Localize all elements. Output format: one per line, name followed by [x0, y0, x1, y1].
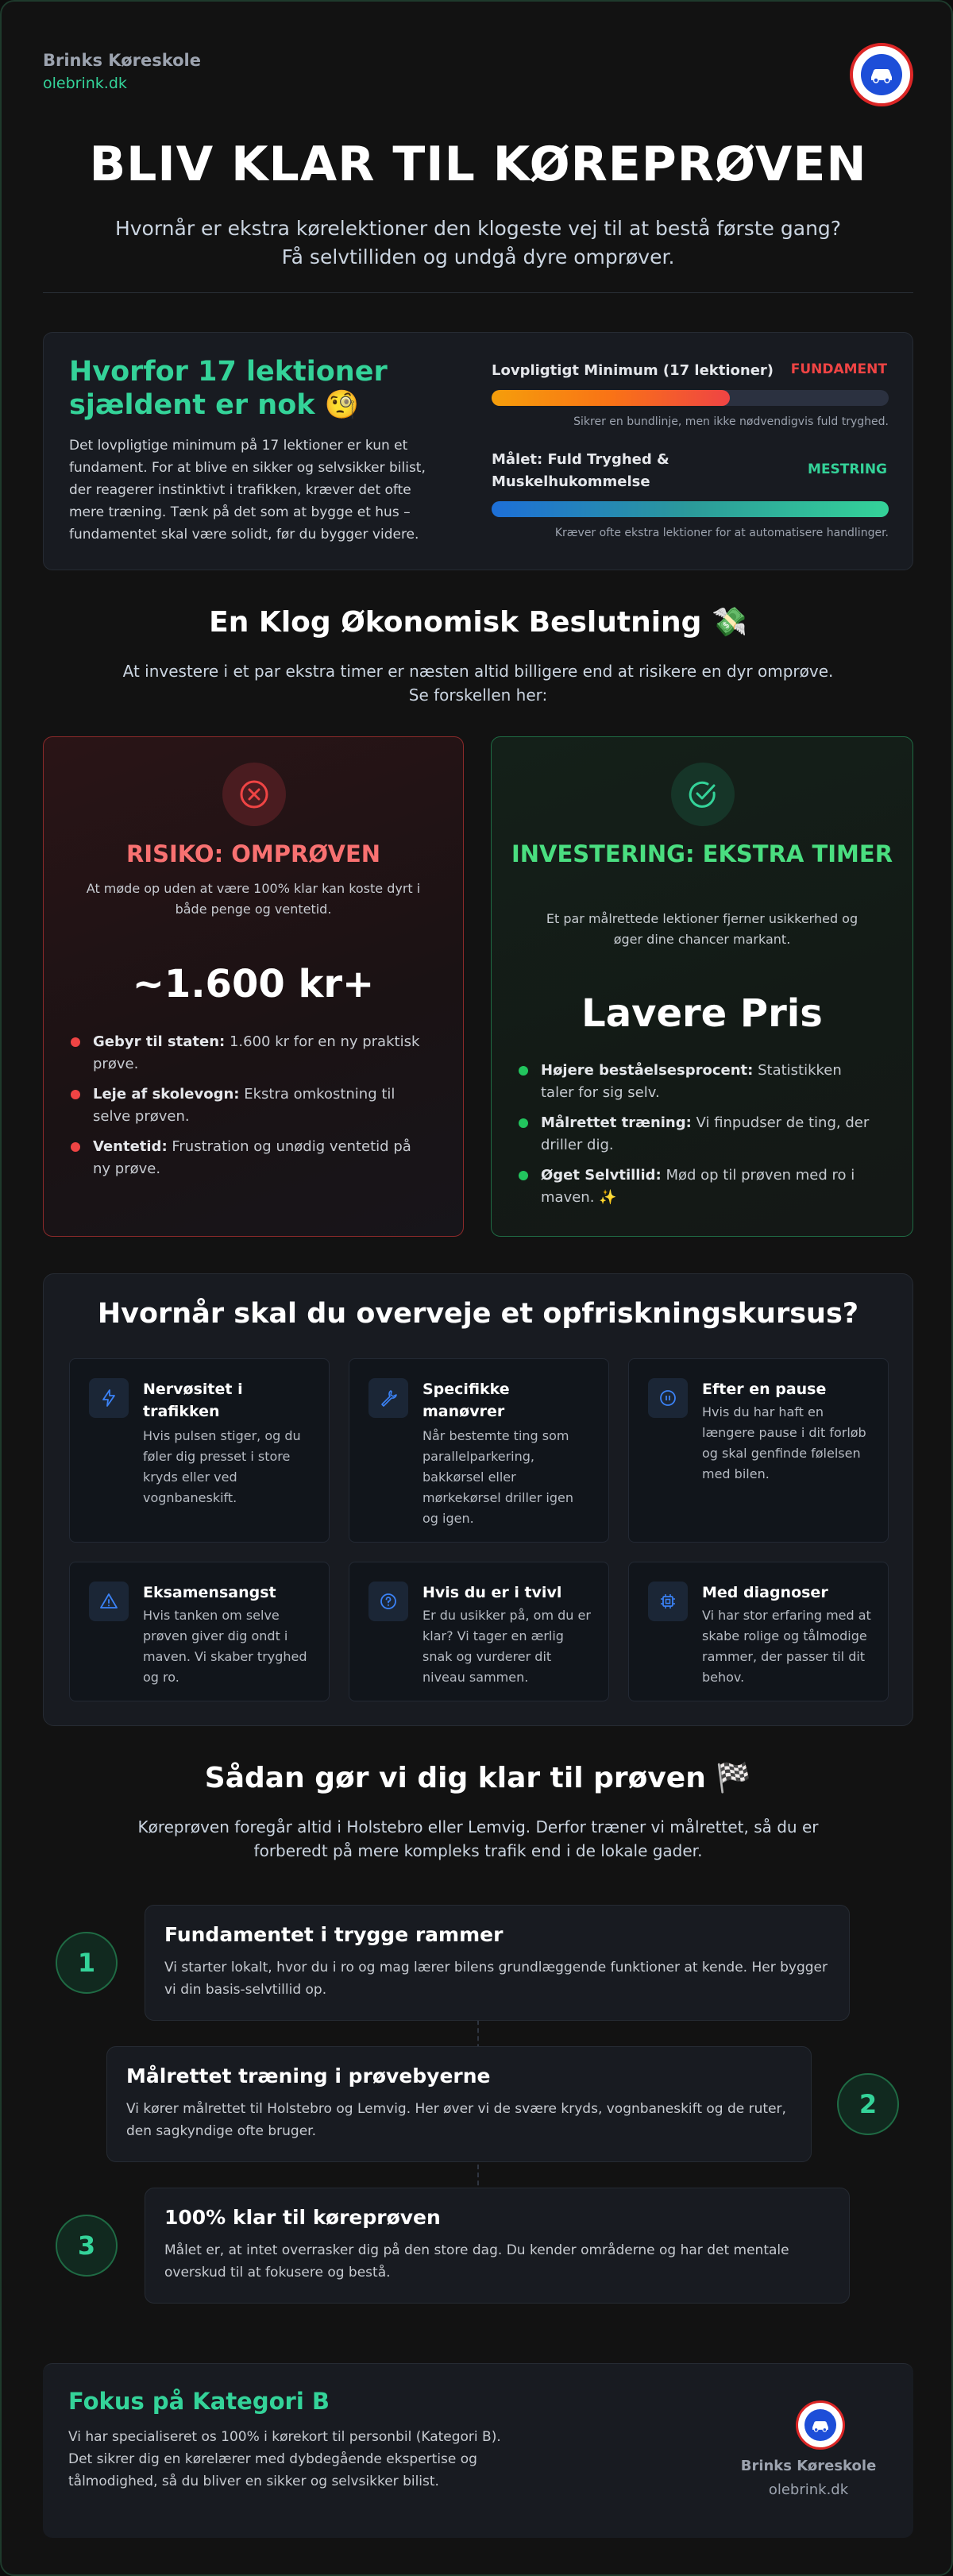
step-title: Fundamentet i trygge rammer: [164, 1923, 504, 1946]
invest-title: INVESTERING: EKSTRA TIMER: [511, 840, 893, 867]
econ-subtitle: [2, 659, 953, 707]
question-icon: [368, 1582, 408, 1621]
bar-label-goal: Målet: Fuld Tryghed & Muskelhukommelse: [492, 451, 669, 490]
school-logo: [850, 43, 913, 106]
prep-title: Sådan gør vi dig klar til prøven 🏁: [204, 1762, 752, 1794]
bar-note-goal: Kræver ofte ekstra lektioner for at automatisere handlinger.: [554, 527, 889, 539]
tile-text: Hvis tanken om selve prøven giver dig ondt i maven. Vi skaber tryghed og ro.: [143, 1608, 307, 1685]
list-item: Gebyr til staten: 1.600 kr for en ny praktisk prøve.: [71, 1031, 423, 1076]
invest-list: [519, 1060, 873, 1217]
car-icon: [810, 2419, 831, 2432]
why-text: Det lovpligtige minimum på 17 lektioner er kun et fundament. For at blive en sikker og selvsikker bilist, der reagerer instinktivt i trafikken, kræver det ofte mere træning. Tænk på det som at bygge et hus – fundamentet skal være solidt, før du bygger videre.: [69, 438, 426, 543]
when-title: Hvornår skal du overveje et opfriskningskursus?: [97, 1298, 859, 1330]
prep-subtitle-line-1: Køreprøven foregår altid i Holstebro eller Lemvig. Derfor træner vi målrettet, så du er: [137, 1817, 819, 1836]
lightning-icon: [89, 1378, 129, 1418]
wrench-icon: [368, 1378, 408, 1418]
tile-title: Specifikke manøvrer: [422, 1381, 510, 1420]
tile-text: Vi har stor erfaring med at skabe rolige og tålmodige rammer, der passer til dit behov.: [702, 1608, 871, 1685]
invest-description: Et par målrettede lektioner fjerner usikkerhed og øger dine chancer markant.: [546, 911, 858, 947]
hero-subtitle: [2, 214, 953, 272]
step-card-2: [106, 2046, 812, 2162]
tile-nervousness: [69, 1358, 330, 1543]
check-circle-icon: [671, 763, 735, 826]
bar-tag-minimum: FUNDAMENT: [790, 361, 887, 377]
list-item: Højere beståelsesprocent: Statistikken taler for sig selv.: [519, 1060, 873, 1104]
risk-title: RISIKO: OMPRØVEN: [125, 840, 381, 867]
footer-logo: [796, 2400, 845, 2450]
why-title: Hvorfor 17 lektioner sjældent er nok 🧐: [69, 356, 388, 421]
list-item: Øget Selvtillid: Mød op til prøven med ro i maven. ✨: [519, 1164, 873, 1209]
bar-goal: [492, 501, 889, 517]
bar-minimum: [492, 390, 889, 406]
hero-subtitle-line-1: Hvornår er ekstra kørelektioner den klogeste vej til at bestå første gang?: [114, 217, 842, 240]
step-number: 3: [56, 2215, 118, 2277]
footer-url-link[interactable]: olebrink.dk: [768, 2481, 849, 2498]
step-text: Vi starter lokalt, hvor du i ro og mag lærer bilens grundlæggende funktioner at kende. Her bygger vi din basis-selvtillid op.: [164, 1960, 828, 1998]
step-number: 2: [837, 2073, 899, 2135]
list-item: Målrettet træning: Vi finpudser de ting, der driller dig.: [519, 1112, 873, 1157]
tile-title: Hvis du er i tvivl: [422, 1584, 562, 1601]
risk-card: [43, 736, 464, 1237]
why-card: [43, 332, 913, 570]
hero-subtitle-line-2: Få selvtilliden og undgå dyre omprøver.: [281, 245, 675, 268]
risk-description: At møde op uden at være 100% klar kan koste dyrt i både penge og ventetid.: [86, 881, 421, 917]
tile-maneuvers: [349, 1358, 609, 1543]
step-text: Målet er, at intet overrasker dig på den store dag. Du kender områderne og har det mentale overskud til at fokusere og bestå.: [164, 2242, 789, 2281]
prep-subtitle: [2, 1815, 953, 1863]
header-brand: [43, 51, 201, 92]
tile-in-doubt: [349, 1562, 609, 1701]
econ-subtitle-line-2: Se forskellen her:: [408, 686, 548, 705]
tile-exam-anxiety: [69, 1562, 330, 1701]
footer-title: Fokus på Kategori B: [68, 2388, 330, 2415]
list-item: Ventetid: Frustration og unødig ventetid på ny prøve.: [71, 1136, 423, 1180]
list-item: Leje af skolevogn: Ekstra omkostning til selve prøven.: [71, 1083, 423, 1128]
close-circle-icon: [222, 763, 286, 826]
warning-icon: [89, 1582, 129, 1621]
footer-brand: Brinks Køreskole: [740, 2458, 877, 2474]
tile-text: Hvis pulsen stiger, og du føler dig presset i store kryds eller ved vognbaneskift.: [143, 1428, 301, 1505]
footer-card: [43, 2363, 913, 2538]
tile-title: Eksamensangst: [143, 1584, 276, 1601]
car-icon: [868, 66, 895, 83]
step-number: 1: [56, 1932, 118, 1994]
hero-title: BLIV KLAR TIL KØREPRØVEN: [89, 137, 867, 192]
step-title: 100% klar til køreprøven: [164, 2206, 441, 2229]
invest-card: [491, 736, 913, 1237]
step-text: Vi kører målrettet til Holstebro og Lemvig. Her øver vi de svære kryds, vognbaneskift og de ruter, den sagkyndige ofte bruger.: [126, 2101, 786, 2139]
tile-title: Efter en pause: [702, 1381, 827, 1398]
risk-list: [71, 1031, 423, 1188]
tile-title: Med diagnoser: [702, 1584, 828, 1601]
risk-price: ~1.600 kr+: [132, 962, 375, 1006]
brand-url-link[interactable]: olebrink.dk: [43, 75, 127, 92]
step-title: Målrettet træning i prøvebyerne: [126, 2064, 491, 2087]
divider: [43, 292, 913, 293]
brand-name: Brinks Køreskole: [43, 51, 201, 70]
footer-text-1: Vi har specialiseret os 100% i kørekort til personbil (Kategori B).: [68, 2429, 501, 2445]
step-card-1: [145, 1905, 850, 2021]
footer-text-2: Det sikrer dig en kørelærer med dybdegående ekspertise og tålmodighed, så du bliver en sikker og selvsikker bilist.: [68, 2451, 477, 2489]
step-card-3: [145, 2188, 850, 2304]
invest-price: Lavere Pris: [581, 991, 823, 1036]
chip-icon: [648, 1582, 688, 1621]
tile-text: Er du usikker på, om du er klar? Vi tager en ærlig snak og vurderer dit niveau sammen.: [422, 1608, 591, 1685]
tile-text: Hvis du har haft en længere pause i dit forløb og skal genfinde følelsen med bilen.: [702, 1404, 866, 1481]
pause-icon: [648, 1378, 688, 1418]
econ-title: En Klog Økonomisk Beslutning 💸: [209, 606, 747, 639]
tile-pause: [628, 1358, 889, 1543]
bar-label-minimum: Lovpligtigt Minimum (17 lektioner): [492, 362, 774, 379]
when-section: [43, 1273, 913, 1726]
tile-text: Når bestemte ting som parallelparkering, bakkørsel eller mørkekørsel driller igen og igen.: [422, 1428, 573, 1526]
footer-text: [68, 2426, 513, 2493]
prep-subtitle-line-2: forberedt på mere kompleks trafik end i de lokale gader.: [253, 1841, 703, 1860]
tile-title: Nervøsitet i trafikken: [143, 1381, 243, 1420]
tile-diagnoses: [628, 1562, 889, 1701]
bar-note-minimum: Sikrer en bundlinje, men ikke nødvendigvis fuld tryghed.: [573, 415, 889, 428]
econ-subtitle-line-1: At investere i et par ekstra timer er næsten altid billigere end at risikere en dyr omprøve.: [122, 662, 834, 681]
bar-tag-goal: MESTRING: [808, 462, 887, 477]
